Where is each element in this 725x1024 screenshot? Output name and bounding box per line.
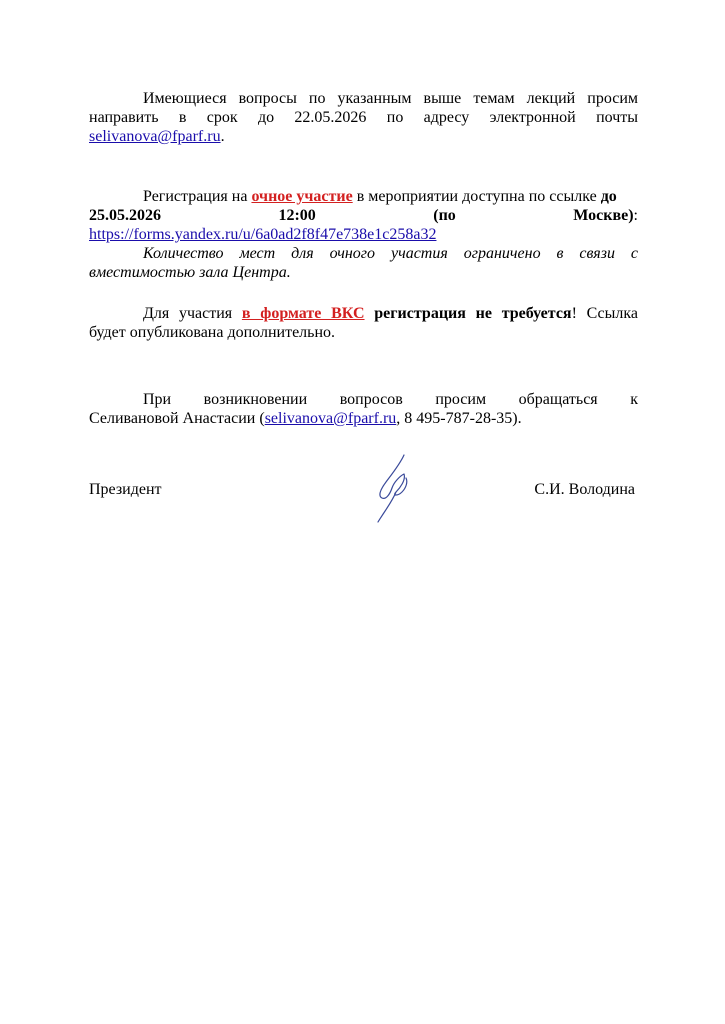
signatory-title: Президент (89, 481, 162, 498)
online-paragraph (89, 304, 638, 342)
questions-line-3: selivanova@fparf.ru. (89, 128, 225, 145)
signature-row (89, 480, 635, 500)
deadline-time: 12:00 (278, 207, 316, 224)
online-line-2: будет опубликована дополнительно. (89, 324, 336, 341)
online-line-1: Для участия в формате ВКС регистрация не требуется! Ссылка (143, 305, 638, 322)
email-link[interactable]: selivanova@fparf.ru (89, 128, 221, 145)
capacity-note-line-2: вместимостью зала Центра. (89, 264, 291, 281)
questions-paragraph (89, 89, 638, 146)
registration-form-link[interactable]: https://forms.yandex.ru/u/6a0ad2f8f47e738e1c258a32 (89, 226, 437, 243)
contact-paragraph (89, 390, 638, 428)
handwritten-signature-icon (370, 452, 420, 524)
registration-line-1: Регистрация на очное участие в мероприятии доступна по ссылке до (143, 188, 617, 205)
signatory-name: С.И. Володина (534, 481, 635, 498)
contact-email-link[interactable]: selivanova@fparf.ru (264, 410, 397, 427)
contact-line-2: Селивановой Анастасии (selivanova@fparf.ru, 8 495-787-28-35). (89, 410, 522, 427)
registration-link-line (89, 225, 638, 244)
registration-deadline-line: 25.05.2026 12:00 (по Москве): (89, 207, 638, 224)
questions-line-1: Имеющиеся вопросы по указанным выше темам лекций просим (143, 90, 638, 107)
deadline-date: 25.05.2026 (89, 207, 161, 224)
in-person-highlight: очное участие (251, 188, 353, 205)
online-format-highlight: в формате ВКС (241, 305, 365, 322)
contact-line-1: При возникновении вопросов просим обращаться к (143, 391, 638, 408)
questions-line-2: направить в срок до 22.05.2026 по адресу электронной почты (89, 109, 638, 126)
registration-paragraph (89, 187, 638, 282)
capacity-note-line-1: Количество мест для очного участия ограничено в связи с (143, 245, 638, 262)
